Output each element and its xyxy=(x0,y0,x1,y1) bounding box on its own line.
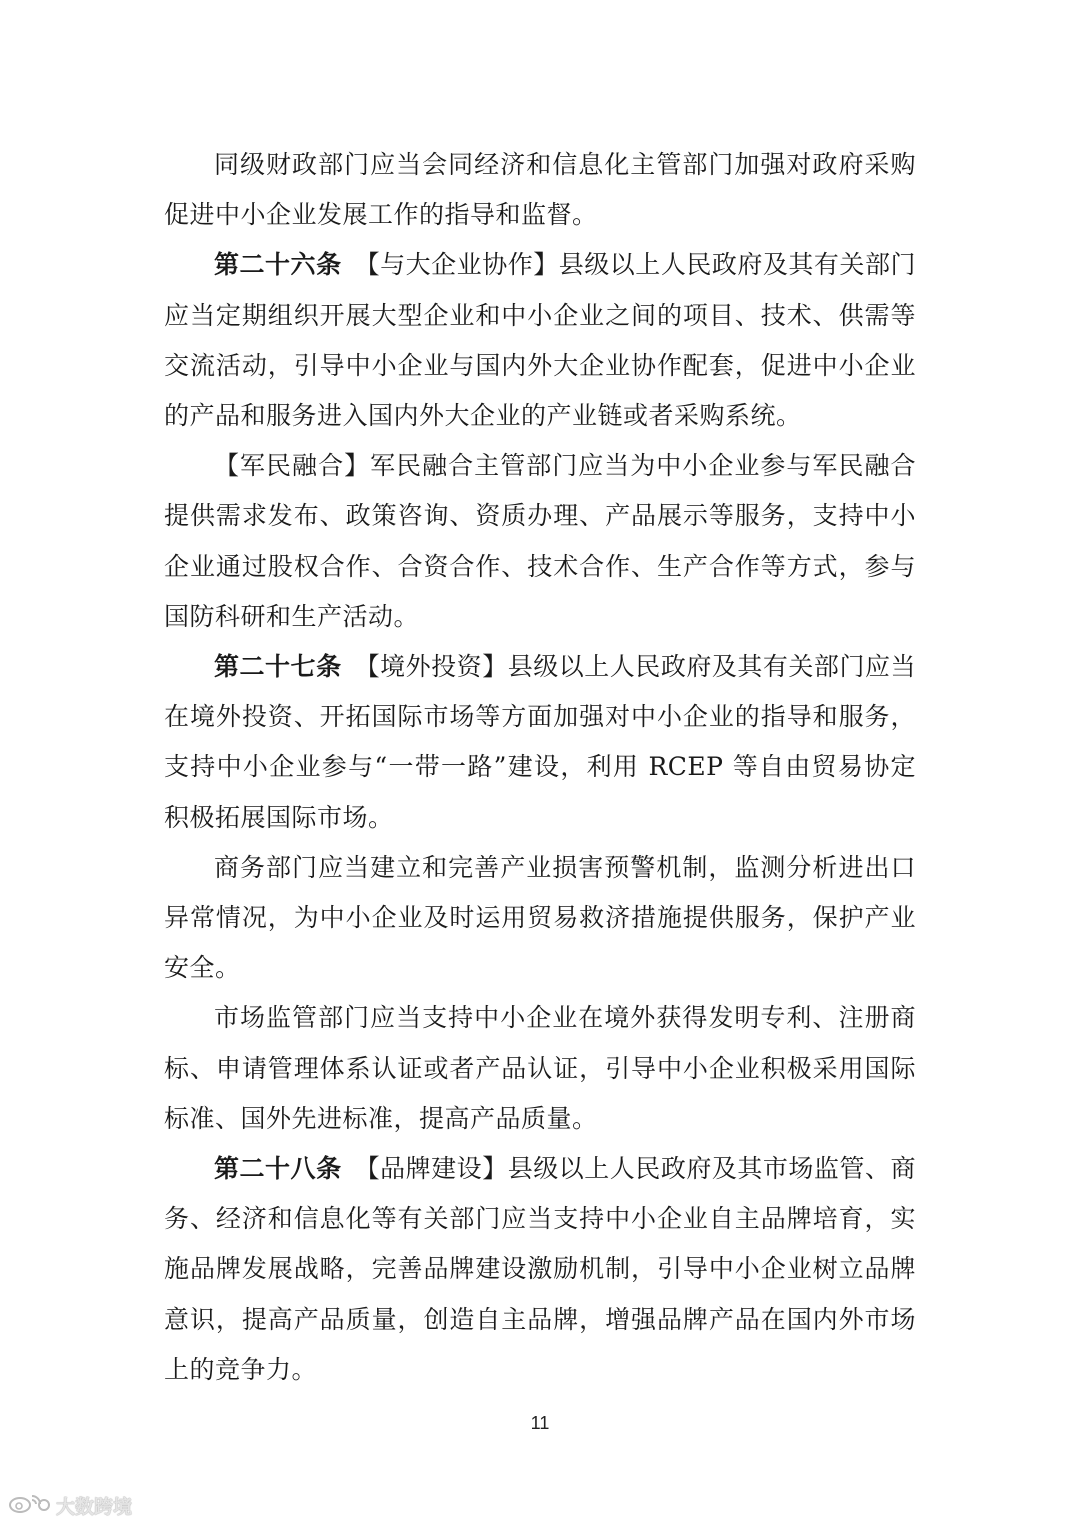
paragraph-text: 县级以上人民政府及其市场监管、商务、经济和信息化等有关部门应当支持中小企业自主品牌培育，实施品牌发展战略，完善品牌建设激励机制，引导中小企业树立品牌意识，提高产品质量，创造自主品牌，增强品牌产品在国内外市场上的竞争力。 xyxy=(164,1154,916,1384)
paragraph-text: 市场监管部门应当支持中小企业在境外获得发明专利、注册商标、申请管理体系认证或者产品认证，引导中小企业积极采用国际标准、国外先进标准，提高产品质量。 xyxy=(164,1003,916,1133)
document-body xyxy=(164,140,916,1395)
paragraph-text: 同级财政部门应当会同经济和信息化主管部门加强对政府采购促进中小企业发展工作的指导和监督。 xyxy=(164,150,916,230)
page-number: 11 xyxy=(530,1413,550,1433)
paragraph-4 xyxy=(164,642,916,843)
article-title: 【与大企业协作】 xyxy=(354,250,559,280)
weibo-logo-icon xyxy=(8,1492,52,1519)
paragraph-text: 县级以上人民政府及其有关部门应当定期组织开展大型企业和中小企业之间的项目、技术、供需等交流活动，引导中小企业与国内外大企业协作配套，促进中小企业的产品和服务进入国内外大企业的产业链或者采购系统。 xyxy=(164,250,916,431)
article-title: 【军民融合】 xyxy=(214,451,371,481)
paragraph-5 xyxy=(164,843,916,994)
watermark-text: 大数跨境 xyxy=(56,1495,133,1518)
paragraph-3 xyxy=(164,441,916,642)
paragraph-6 xyxy=(164,993,916,1144)
article-title: 【境外投资】 xyxy=(354,652,508,682)
paragraph-2 xyxy=(164,240,916,441)
article-number: 第二十六条 xyxy=(214,250,342,280)
article-number: 第二十七条 xyxy=(214,652,342,682)
article-title: 【品牌建设】 xyxy=(354,1154,508,1184)
paragraph-text: 军民融合主管部门应当为中小企业参与军民融合提供需求发布、政策咨询、资质办理、产品展示等服务，支持中小企业通过股权合作、合资合作、技术合作、生产合作等方式，参与国防科研和生产活动。 xyxy=(164,451,916,631)
paragraph-text: 商务部门应当建立和完善产业损害预警机制，监测分析进出口异常情况，为中小企业及时运用贸易救济措施提供服务，保护产业安全。 xyxy=(164,852,916,983)
paragraph-7 xyxy=(164,1144,916,1395)
watermark xyxy=(8,1493,132,1517)
article-number: 第二十八条 xyxy=(214,1154,342,1184)
paragraph-1 xyxy=(164,140,916,240)
paragraph-text: 县级以上人民政府及其有关部门应当在境外投资、开拓国际市场等方面加强对中小企业的指导和服务，支持中小企业参与“一带一路”建设，利用 RCEP 等自由贸易协定积极拓展国际市场。 xyxy=(164,652,916,832)
